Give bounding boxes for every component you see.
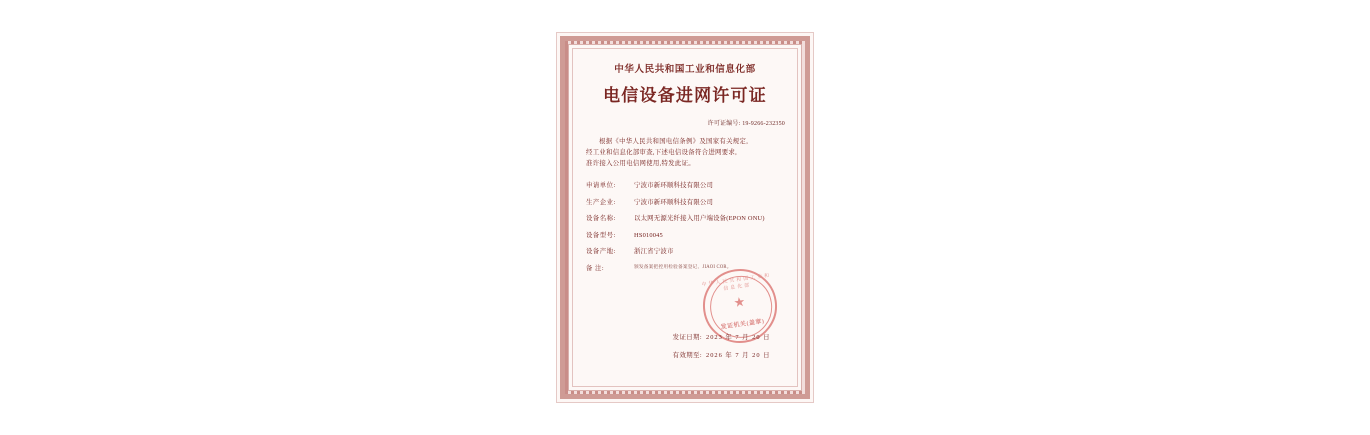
issue-date-value: 2023 年 7 月 20 日: [706, 334, 771, 341]
issue-date-label: 发证日期:: [672, 334, 702, 341]
field-row-origin: [586, 247, 784, 256]
star-icon: ★: [732, 293, 747, 311]
valid-date-label: 有效期至:: [672, 352, 702, 359]
license-number-line: [577, 118, 793, 127]
issue-date-row: [586, 332, 784, 341]
seal-bottom-text: 发证机关(盖章): [720, 318, 765, 331]
statement-line-2: 经工业和信息化部审查,下述电信设备符合进网要求,: [586, 149, 737, 156]
field-value: HS010045: [634, 231, 663, 239]
statement-line-1: 根据《中华人民共和国电信条例》及国家有关规定,: [599, 138, 749, 145]
valid-date-value: 2026 年 7 月 20 日: [706, 352, 771, 359]
statement-paragraph: [577, 136, 793, 169]
field-value: 宁波市新环顺科技有限公司: [634, 198, 714, 206]
field-label: 备 注:: [586, 264, 605, 272]
field-label: 生产企业:: [586, 198, 616, 206]
certificate-content: [577, 53, 793, 382]
field-value: 宁波市新环顺科技有限公司: [634, 182, 714, 189]
field-row-manufacturer: [586, 198, 784, 207]
certificate: [556, 32, 814, 403]
certificate-title: 电信设备进网许可证: [603, 86, 767, 106]
license-number-label: 许可证编号:: [707, 121, 741, 127]
date-block: [586, 332, 784, 368]
ministry-heading: 中华人民共和国工业和信息化部: [614, 65, 756, 75]
field-row-applicant: [586, 181, 784, 190]
field-value: 颁发备案把控用检验备案登记、JIAOI COR。: [634, 264, 732, 270]
field-list: [577, 181, 793, 273]
field-label: 设备型号:: [586, 231, 616, 239]
field-value: 以太网无源光纤接入用户端设备(EPON ONU): [634, 215, 765, 222]
field-label: 申请单位:: [586, 182, 616, 189]
field-row-device-model: [586, 231, 784, 240]
field-value: 浙江省宁波市: [634, 248, 674, 255]
seal-top-text: 中华人民共和国工业和信息化部: [701, 273, 772, 293]
license-number-value: 19-9266-232350: [742, 121, 785, 127]
statement-line-3: 准许接入公用电信网使用,特发此证。: [586, 160, 695, 167]
field-label: 设备产地:: [586, 248, 616, 255]
valid-date-row: [586, 350, 784, 359]
field-label: 设备名称:: [586, 215, 616, 222]
field-row-device-name: [586, 214, 784, 223]
